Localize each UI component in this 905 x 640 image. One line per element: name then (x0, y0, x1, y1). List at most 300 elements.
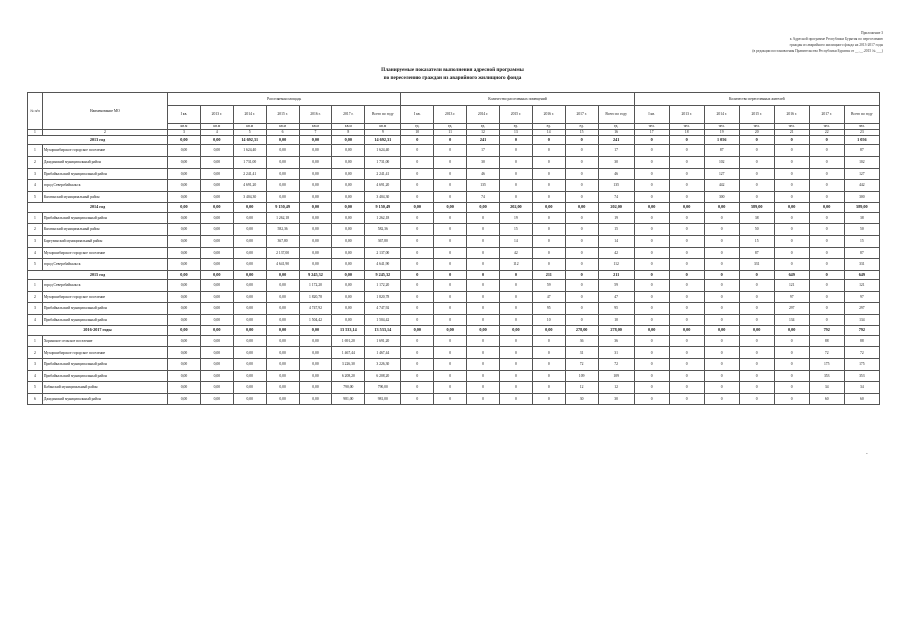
data-cell: 15 (739, 235, 774, 247)
data-cell: 353 (809, 370, 844, 382)
data-cell: 0 (669, 303, 704, 315)
data-cell: 4 641,90 (365, 259, 401, 271)
data-cell: 278,00 (598, 326, 634, 335)
data-cell: 0 (434, 235, 467, 247)
header-period: Всего по году (365, 106, 401, 124)
data-cell: 0,00 (200, 259, 233, 271)
header-index: 4 (200, 130, 233, 136)
data-cell: 0 (739, 347, 774, 359)
data-cell: 211 (598, 270, 634, 279)
data-cell: 0 (774, 359, 809, 371)
data-cell: 175 (809, 359, 844, 371)
data-cell: 112 (499, 259, 532, 271)
data-cell: 0 (809, 168, 844, 180)
page-mark: - (866, 452, 868, 457)
data-cell: 0 (499, 335, 532, 347)
municipality-name: Кяхтинский муниципальный район (42, 224, 167, 236)
data-cell: 0,00 (299, 224, 332, 236)
data-cell: 0 (634, 291, 669, 303)
data-cell: 0 (467, 314, 500, 326)
data-cell: 0 (669, 270, 704, 279)
data-cell: 0,00 (634, 203, 669, 212)
data-cell: 0,00 (299, 156, 332, 168)
data-cell: 50 (739, 224, 774, 236)
data-cell: 0,00 (332, 136, 365, 145)
data-cell: 0 (532, 370, 565, 382)
table-row (28, 382, 880, 394)
document-title: Планируемые показатели выполнения адресной программы (381, 67, 524, 73)
municipality-name: город Северобайкальск (42, 259, 167, 271)
data-cell: 0 (565, 156, 598, 168)
data-cell: 0 (401, 259, 434, 271)
data-cell: 3 404,30 (233, 191, 266, 203)
data-cell: 0,00 (266, 191, 299, 203)
data-cell: 0,00 (332, 191, 365, 203)
data-cell: 0,00 (332, 303, 365, 315)
row-number: 4 (28, 314, 43, 326)
data-cell: 0 (565, 270, 598, 279)
data-cell: 0 (467, 280, 500, 292)
data-cell: 0 (434, 270, 467, 279)
data-cell: 3 404,30 (365, 191, 401, 203)
data-cell: 42 (499, 247, 532, 259)
data-cell: 9 150,49 (365, 203, 401, 212)
data-cell: 3 226,30 (365, 359, 401, 371)
row-number: 1 (28, 335, 43, 347)
data-cell: 0,00 (266, 156, 299, 168)
data-cell: 0,00 (200, 291, 233, 303)
data-cell: 72 (844, 347, 879, 359)
data-cell: 0,00 (168, 259, 201, 271)
data-cell: 367,80 (365, 235, 401, 247)
data-cell: 121 (774, 280, 809, 292)
data-cell: 0,00 (299, 335, 332, 347)
data-cell: 0,00 (299, 235, 332, 247)
data-cell: 0,00 (532, 203, 565, 212)
header-period: 2016 г. (532, 106, 565, 124)
data-cell: 0,00 (168, 303, 201, 315)
data-cell: 331 (739, 259, 774, 271)
indicators-table (27, 92, 880, 405)
data-cell: 0 (739, 382, 774, 394)
row-number: 3 (28, 235, 43, 247)
header-index: 22 (809, 130, 844, 136)
municipality-name: Мухоршибирское городское поселение (42, 347, 167, 359)
data-cell: 0 (434, 382, 467, 394)
table-row (28, 280, 880, 292)
data-cell: 0,00 (669, 326, 704, 335)
data-cell: 0 (704, 259, 739, 271)
data-cell: 1 056 (704, 136, 739, 145)
data-cell: 0,00 (332, 180, 365, 192)
data-cell: 0 (499, 156, 532, 168)
data-cell: 0,00 (168, 212, 201, 224)
data-cell: 0,00 (739, 326, 774, 335)
appendix-line: (в редакции постановления Правительства Республики Бурятия от __.__.2015 № ___) (752, 49, 883, 53)
data-cell: 4 747,92 (299, 303, 332, 315)
header-name: Наименование МО (42, 93, 167, 130)
data-cell: 0,00 (168, 291, 201, 303)
data-cell: 0,00 (233, 347, 266, 359)
data-cell: 59 (598, 280, 634, 292)
data-cell: 0 (704, 291, 739, 303)
appendix-line: к Адресной программе Республики Бурятия по переселению (789, 37, 883, 41)
data-cell: 0,00 (200, 180, 233, 192)
data-cell: 0,00 (200, 191, 233, 203)
header-index: 9 (365, 130, 401, 136)
data-cell: 15 (598, 224, 634, 236)
row-number: 1 (28, 212, 43, 224)
data-cell: 0 (774, 335, 809, 347)
data-cell: 0,00 (266, 280, 299, 292)
data-cell: 0,00 (200, 393, 233, 405)
data-cell: 0 (634, 191, 669, 203)
data-cell: 0 (565, 259, 598, 271)
data-cell: 0 (401, 359, 434, 371)
header-unit: ед. (565, 124, 598, 130)
data-cell: 0 (669, 191, 704, 203)
header-period: 2014 г. (704, 106, 739, 124)
data-cell: 0 (739, 335, 774, 347)
header-unit: кв.м (365, 124, 401, 130)
data-cell: 0,00 (467, 203, 500, 212)
header-index: 1 (28, 130, 43, 136)
data-cell: 0 (809, 136, 844, 145)
data-cell: 112 (598, 259, 634, 271)
data-cell: 0 (467, 224, 500, 236)
data-cell: 0 (634, 156, 669, 168)
data-cell: 59 (532, 280, 565, 292)
data-cell: 0 (565, 280, 598, 292)
data-cell: 0,00 (168, 359, 201, 371)
data-cell: 0,00 (168, 156, 201, 168)
header-index: 7 (299, 130, 332, 136)
data-cell: 0 (774, 224, 809, 236)
data-cell: 88 (809, 335, 844, 347)
header-row-groups (28, 93, 880, 106)
data-cell: 14 (598, 235, 634, 247)
data-cell: 0,00 (332, 235, 365, 247)
data-cell: 0 (774, 382, 809, 394)
data-cell: 0 (499, 136, 532, 145)
data-cell: 0,00 (299, 370, 332, 382)
header-period: 2016 г. (774, 106, 809, 124)
table-row (28, 335, 880, 347)
table-row (28, 168, 880, 180)
table-row (28, 145, 880, 157)
data-cell: 0,00 (299, 168, 332, 180)
header-period: I кв. (634, 106, 669, 124)
data-cell: 0 (634, 303, 669, 315)
data-cell: 0 (434, 212, 467, 224)
data-cell: 0 (434, 314, 467, 326)
data-cell: 74 (467, 191, 500, 203)
data-cell: 331 (844, 259, 879, 271)
header-unit: чел. (809, 124, 844, 130)
data-cell: 0 (467, 382, 500, 394)
data-cell: 0 (434, 168, 467, 180)
data-cell: 0 (669, 224, 704, 236)
data-cell: 0,00 (200, 335, 233, 347)
data-cell: 0 (634, 145, 669, 157)
header-period: 2015 г. (499, 106, 532, 124)
data-cell: 2 137,00 (266, 247, 299, 259)
data-cell: 0 (704, 335, 739, 347)
data-cell: 0,00 (233, 314, 266, 326)
header-period: 2014 г. (233, 106, 266, 124)
data-cell: 792 (809, 326, 844, 335)
data-cell: 4 641,90 (266, 259, 299, 271)
data-cell: 12 (565, 382, 598, 394)
data-cell: 0 (634, 359, 669, 371)
data-cell: 0,00 (774, 203, 809, 212)
data-cell: 0 (401, 136, 434, 145)
data-cell: 0 (401, 382, 434, 394)
municipality-name: Кяхтинский муниципальный район (42, 191, 167, 203)
data-cell: 0 (401, 247, 434, 259)
data-cell: 0,00 (200, 314, 233, 326)
data-cell: 0,00 (200, 203, 233, 212)
data-cell: 30 (565, 393, 598, 405)
header-index: 6 (266, 130, 299, 136)
data-cell: 0 (774, 393, 809, 405)
header-unit: чел. (774, 124, 809, 130)
data-cell: 0,00 (168, 180, 201, 192)
data-cell: 0 (634, 270, 669, 279)
header-period: 2013 г. (434, 106, 467, 124)
data-cell: 0 (532, 224, 565, 236)
data-cell: 0 (565, 136, 598, 145)
data-cell: 0 (532, 382, 565, 394)
table-row (28, 224, 880, 236)
data-cell: 0,00 (233, 370, 266, 382)
table-row (28, 259, 880, 271)
data-cell: 0,00 (200, 145, 233, 157)
data-cell: 97 (774, 291, 809, 303)
data-cell: 0 (704, 224, 739, 236)
row-number: 5 (28, 382, 43, 394)
data-cell: 0 (434, 347, 467, 359)
municipality-name: Хоринское сельское поселение (42, 335, 167, 347)
data-cell: 0 (739, 303, 774, 315)
data-cell: 1 172,20 (299, 280, 332, 292)
data-cell: 582,36 (365, 224, 401, 236)
municipality-name: город Северобайкальск (42, 280, 167, 292)
data-cell: 0,00 (233, 212, 266, 224)
data-cell: 0,00 (200, 370, 233, 382)
row-number: 1 (28, 280, 43, 292)
data-cell: 300 (844, 191, 879, 203)
data-cell: 0 (499, 382, 532, 394)
header-unit: чел. (634, 124, 669, 130)
data-cell: 0 (774, 370, 809, 382)
data-cell: 10 (598, 314, 634, 326)
data-cell: 109 (565, 370, 598, 382)
data-cell: 0 (704, 382, 739, 394)
data-cell: 0 (739, 280, 774, 292)
year-group-row (28, 136, 880, 145)
data-cell: 0 (532, 136, 565, 145)
municipality-name: Прибайкальский муниципальный район (42, 370, 167, 382)
header-index: 11 (434, 130, 467, 136)
data-cell: 46 (598, 168, 634, 180)
data-cell: 981,00 (365, 393, 401, 405)
row-number: 3 (28, 168, 43, 180)
data-cell: 9 150,49 (266, 203, 299, 212)
data-cell: 1 467,44 (332, 347, 365, 359)
data-cell: 87 (704, 145, 739, 157)
table-row (28, 235, 880, 247)
header-period: 2017 г. (332, 106, 365, 124)
data-cell: 0,00 (233, 203, 266, 212)
table-row (28, 191, 880, 203)
data-cell: 0 (434, 393, 467, 405)
data-cell: 0,00 (332, 259, 365, 271)
data-cell: 0,00 (332, 203, 365, 212)
data-cell: 0 (704, 270, 739, 279)
header-unit: чел. (844, 124, 879, 130)
data-cell: 0,00 (299, 359, 332, 371)
data-cell: 0 (434, 370, 467, 382)
data-cell: 0 (565, 145, 598, 157)
table-row (28, 393, 880, 405)
municipality-name: Джидинский муниципальный район (42, 156, 167, 168)
data-cell: 0 (669, 335, 704, 347)
data-cell: 0,00 (401, 326, 434, 335)
data-cell: 0 (467, 235, 500, 247)
header-period: I кв. (168, 106, 201, 124)
data-cell: 0,00 (299, 203, 332, 212)
data-cell: 0 (499, 347, 532, 359)
data-cell: 0,00 (434, 203, 467, 212)
data-cell: 0,00 (233, 359, 266, 371)
municipality-name: Мухоршибирское городское поселение (42, 145, 167, 157)
header-unit: ед. (434, 124, 467, 130)
data-cell: 0,00 (233, 280, 266, 292)
data-cell: 0,00 (809, 203, 844, 212)
data-cell: 30 (467, 156, 500, 168)
data-cell: 36 (565, 335, 598, 347)
data-cell: 0 (634, 136, 669, 145)
data-cell: 13 533,14 (365, 326, 401, 335)
year-group-label: 2013 год (28, 136, 168, 145)
data-cell: 0,00 (669, 203, 704, 212)
appendix-note (583, 30, 883, 54)
table-row (28, 180, 880, 192)
data-cell: 12 (598, 382, 634, 394)
data-cell: 0 (704, 247, 739, 259)
data-cell: 0 (669, 136, 704, 145)
data-cell: 0 (401, 156, 434, 168)
data-cell: 0 (809, 314, 844, 326)
data-cell: 0,00 (233, 247, 266, 259)
data-cell: 6 208,20 (365, 370, 401, 382)
data-cell: 1 691,20 (332, 335, 365, 347)
data-cell: 0 (499, 168, 532, 180)
data-cell: 2 241,41 (365, 168, 401, 180)
data-cell: 0 (774, 247, 809, 259)
data-cell: 0 (565, 303, 598, 315)
data-cell: 0 (809, 270, 844, 279)
data-cell: 0,00 (168, 203, 201, 212)
data-cell: 1 820,78 (299, 291, 332, 303)
data-cell: 0,00 (200, 303, 233, 315)
data-cell: 442 (844, 180, 879, 192)
data-cell: 0 (499, 303, 532, 315)
data-cell: 0 (434, 335, 467, 347)
data-cell: 0,00 (168, 168, 201, 180)
data-cell: 2 137,00 (365, 247, 401, 259)
data-cell: 0 (669, 359, 704, 371)
data-cell: 0 (467, 270, 500, 279)
data-cell: 0 (774, 259, 809, 271)
header-period: 2017 г. (565, 106, 598, 124)
data-cell: 0,00 (200, 270, 233, 279)
header-unit: кв.м (168, 124, 201, 130)
municipality-name: Мухоршибирское городское поселение (42, 291, 167, 303)
data-cell: 0 (669, 156, 704, 168)
data-cell: 0 (669, 180, 704, 192)
data-cell: 109 (598, 370, 634, 382)
data-cell: 0 (467, 212, 500, 224)
data-cell: 0 (467, 370, 500, 382)
data-cell: 0 (774, 212, 809, 224)
data-cell: 582,36 (266, 224, 299, 236)
year-group-row (28, 326, 880, 335)
data-cell: 0 (434, 191, 467, 203)
data-cell: 0,00 (266, 270, 299, 279)
data-cell: 0 (669, 370, 704, 382)
data-cell: 202,00 (598, 203, 634, 212)
data-cell: 9 245,32 (299, 270, 332, 279)
data-cell: 0,00 (299, 347, 332, 359)
data-cell: 0,00 (704, 203, 739, 212)
data-cell: 367,80 (266, 235, 299, 247)
data-cell: 87 (739, 247, 774, 259)
data-cell: 0 (467, 247, 500, 259)
data-cell: 0,00 (168, 347, 201, 359)
data-cell: 211 (532, 270, 565, 279)
data-cell: 0 (532, 180, 565, 192)
data-cell: 0,00 (168, 335, 201, 347)
table-row (28, 212, 880, 224)
data-cell: 47 (532, 291, 565, 303)
data-cell: 0 (434, 291, 467, 303)
data-cell: 0,00 (299, 136, 332, 145)
data-cell: 0 (634, 224, 669, 236)
data-cell: 9 245,32 (365, 270, 401, 279)
data-cell: 0 (434, 280, 467, 292)
municipality-name: город Северобайкальск (42, 180, 167, 192)
data-cell: 0 (634, 180, 669, 192)
data-cell: 0,00 (266, 303, 299, 315)
data-cell: 589,00 (844, 203, 879, 212)
data-cell: 0,00 (332, 168, 365, 180)
year-group-label: 2015 год (28, 270, 168, 279)
data-cell: 442 (704, 180, 739, 192)
data-cell: 72 (565, 359, 598, 371)
data-cell: 102 (704, 156, 739, 168)
header-index: 8 (332, 130, 365, 136)
data-cell: 0,00 (200, 156, 233, 168)
data-cell: 0 (467, 347, 500, 359)
data-cell: 0 (434, 224, 467, 236)
data-cell: 0 (739, 168, 774, 180)
data-cell: 0,00 (266, 359, 299, 371)
data-cell: 4 691,20 (365, 180, 401, 192)
data-cell: 0,00 (299, 393, 332, 405)
data-cell: 0 (634, 280, 669, 292)
